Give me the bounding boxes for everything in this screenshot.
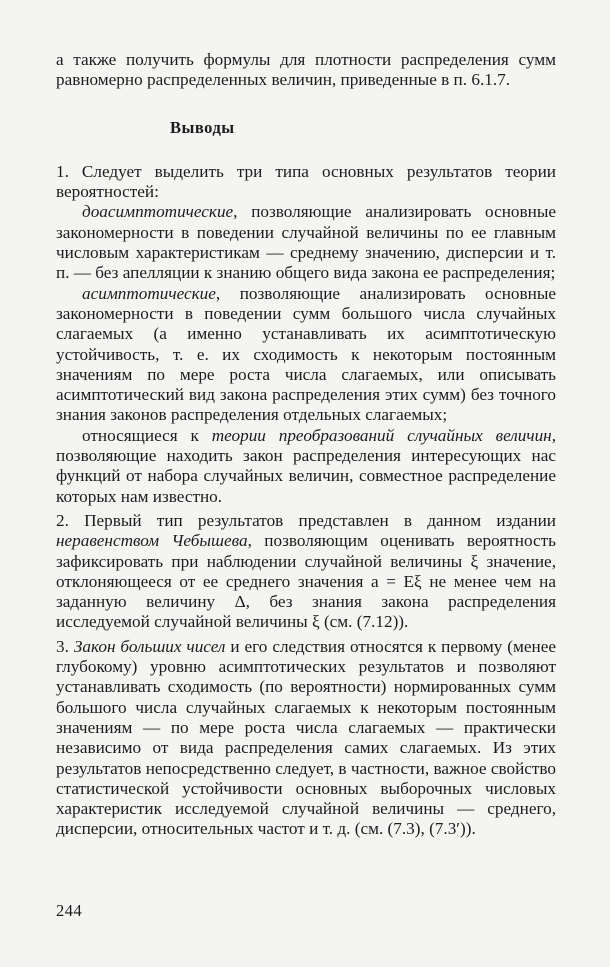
term-law-large-numbers: Закон больших чисел [73, 636, 226, 656]
intro-paragraph: а также получить формулы для плотности распределения сумм равномерно распределенных величин, приведенные в п. 6.1.7. [56, 50, 556, 90]
item-preasymptotic-text: , позволяющие анализировать основные закономерности в поведении случайной величины по ее главным числовым характеристикам — среднему значению, дисперсии и т. п. — без апелляции к знанию общего вида закона ее распределения; [56, 202, 556, 283]
page-number: 244 [56, 901, 83, 920]
item-asymptotic-text: , позволяющие анализировать основные закономерности в поведении сумм большого числа случайных слагаемых (а именно устанавливать их асимптотическую устойчивость, т. е. их сходимость к некоторым постоянным значениям по мере роста числа слагаемых, или описывать асимптотический вид закона распределения этих сумм) без точного знания законов распределения отдельных слагаемых; [56, 283, 556, 425]
point-3-paragraph [56, 637, 556, 840]
point-3-pre: 3. [56, 636, 74, 656]
point-3-text: и его следствия относятся к первому (менее глубокому) уровню асимптотических результатов и позволяют устанавливать сходимость (по вероятности) нормированных сумм большого числа случайных слагаемых к некоторым постоянным значениям — по мере роста числа слагаемых — практически независимо от вида распределения самих слагаемых. Из этих результатов непосредственно следует, в частности, важное свойство статистической устойчивости основных выборочных числовых характеристик исследуемой случайной величины — среднего, дисперсии, относительных частот и т. д. (см. (7.3), (7.3′)). [56, 636, 556, 839]
term-preasymptotic: доасимптотические [82, 202, 234, 222]
section-heading: Выводы [170, 117, 235, 137]
point-2-pre: 2. Первый тип результатов представлен в данном издании [56, 510, 556, 530]
point-1-lead: 1. Следует выделить три типа основных результатов теории вероятностей: [56, 161, 556, 202]
term-chebyshev: неравенством Чебышева [56, 531, 248, 551]
point-1-item-preasymptotic [56, 202, 556, 283]
point-2-paragraph [56, 511, 556, 633]
item-transform-text: , позволяющие находить закон распределения интересующих нас функций от набора случайных величин, совместное распределение которых нам известно. [56, 425, 556, 506]
term-transform-theory: теории преобразований случайных величин [211, 425, 552, 445]
page-body [56, 50, 556, 840]
point-2-text: , позволяющим оценивать вероятность зафиксировать при наблюдении случайной величины ξ значение, отклоняющееся от ее среднего значения a = Eξ не менее чем на заданную величину Δ, без знания закона распределения исследуемой случайной величины ξ (см. (7.12)). [56, 531, 557, 632]
point-1-item-asymptotic [56, 284, 556, 426]
item-transform-pre: относящиеся к [82, 425, 212, 445]
term-asymptotic: асимптотические [82, 283, 216, 303]
point-1-item-transform [56, 426, 556, 507]
